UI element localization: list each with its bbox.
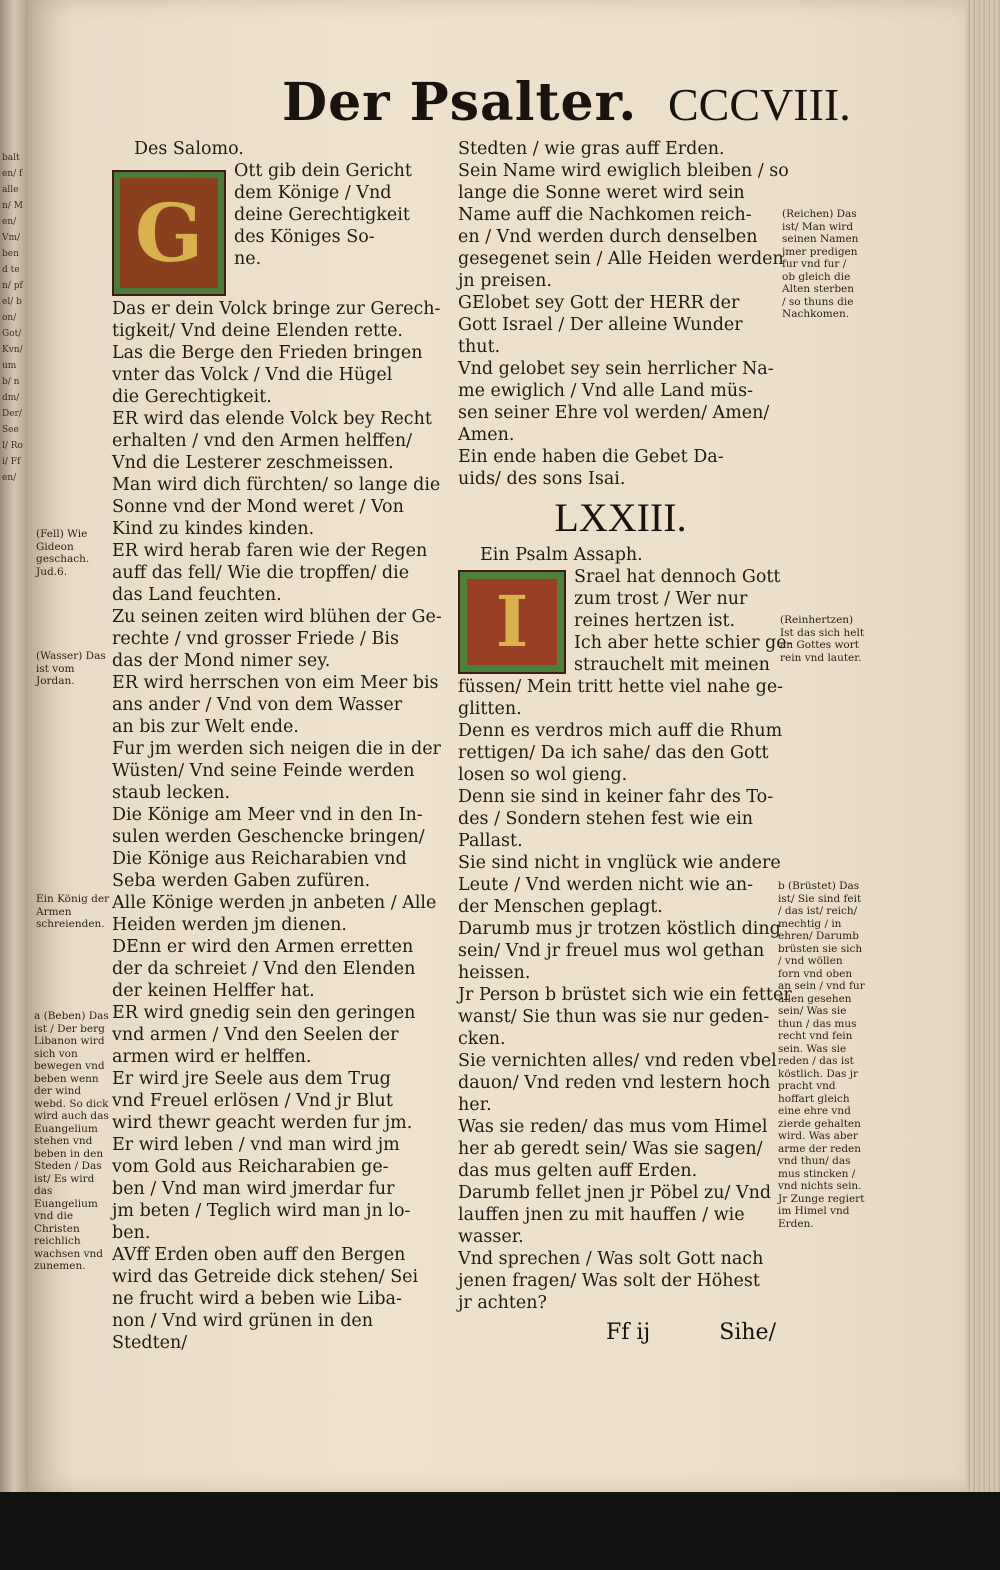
text-line: AVff Erden oben auff den Bergen [112, 1245, 406, 1265]
text-line: Ott gib dein Gericht [234, 161, 412, 181]
text-line: Sie sind nicht in vnglück wie andere [458, 853, 781, 873]
column-left [112, 138, 442, 1354]
text-line: Vnd die Lesterer zeschmeissen. [112, 453, 394, 473]
text-line: vnter das Volck / Vnd die Hügel [112, 365, 393, 385]
catchline [606, 1320, 776, 1345]
text-line: wird das Getreide dick stehen/ Sei [112, 1267, 419, 1287]
text-line: losen so wol gieng. [458, 765, 628, 785]
text-line: Name auff die Nachkomen reich- [458, 205, 752, 225]
text-line: jenen fragen/ Was solt der Höhest [458, 1271, 760, 1291]
text-line: vom Gold aus Reicharabien ge- [112, 1157, 389, 1177]
catchword: Sihe/ [719, 1320, 776, 1345]
text-line: Denn sie sind in keiner fahr des To- [458, 787, 774, 807]
text-line: dem Könige / Vnd [234, 183, 392, 203]
text-line: cken. [458, 1029, 506, 1049]
text-line: ER wird das elende Volck bey Recht [112, 409, 432, 429]
text-line: DEnn er wird den Armen erretten [112, 937, 414, 957]
psalm-number: LXXIII. [554, 495, 687, 540]
text-line: rettigen/ Da ich sahe/ das den Gott [458, 743, 769, 763]
text-line: me ewiglich / Vnd alle Land müs- [458, 381, 754, 401]
text-line: tigkeit/ Vnd deine Elenden rette. [112, 321, 403, 341]
text-line: uids/ des sons Isai. [458, 469, 626, 489]
page-stack-edges [966, 0, 1000, 1500]
text-line: das der Mond nimer sey. [112, 651, 331, 671]
text-line: en / Vnd werden durch denselben [458, 227, 758, 247]
text-line: wasser. [458, 1227, 524, 1247]
text-line: Amen. [458, 425, 515, 445]
text-line: her. [458, 1095, 492, 1115]
text-line: der da schreiet / Vnd den Elenden [112, 959, 416, 979]
text-line: ER wird gnedig sein den geringen [112, 1003, 416, 1023]
text-line: Fur jm werden sich neigen die in der [112, 739, 441, 759]
text-line: Seba werden Gaben zufüren. [112, 871, 371, 891]
text-line: Stedten/ [112, 1333, 188, 1353]
text-line: Er wird jre Seele aus dem Trug [112, 1069, 391, 1089]
text-line: Denn es verdros mich auff die Rhum [458, 721, 783, 741]
column-right [458, 138, 793, 1314]
text-line: Leute / Vnd werden nicht wie an- [458, 875, 754, 895]
text-line: ER wird herab faren wie der Regen [112, 541, 428, 561]
text-line: Heiden werden jm dienen. [112, 915, 347, 935]
text-line: Darumb fellet jnen jr Pöbel zu/ Vnd [458, 1183, 772, 1203]
text-line: rechte / vnd grosser Friede / Bis [112, 629, 399, 649]
facing-page-edge [0, 0, 28, 1500]
text-line: her ab geredt sein/ Was sie sagen/ [458, 1139, 763, 1159]
text-line: Darumb mus jr trotzen köstlich ding [458, 919, 781, 939]
text-line: Alle Könige werden jn anbeten / Alle [112, 893, 437, 913]
text-line: wanst/ Sie thun was sie nur geden- [458, 1007, 770, 1027]
text-line: Sonne vnd der Mond weret / Von [112, 497, 404, 517]
text-line: Srael hat dennoch Gott [574, 567, 781, 587]
text-line: ER wird herrschen von eim Meer bis [112, 673, 439, 693]
text-line: des / Sondern stehen fest wie ein [458, 809, 754, 829]
text-line: das mus gelten auff Erden. [458, 1161, 698, 1181]
psalm-title: Ein Psalm Assaph. [480, 545, 643, 565]
text-line: deine Gerechtigkeit [234, 205, 410, 225]
text-line: wird thewr geacht werden fur jm. [112, 1113, 413, 1133]
decorated-initial-i: I [458, 570, 566, 674]
text-line: füssen/ Mein tritt hette viel nahe ge- [458, 677, 784, 697]
text-line: Vnd sprechen / Was solt Gott nach [458, 1249, 764, 1269]
margin-note-bruestet: b (Brüstet) Das ist/ Sie sind feit / das ist/ reich/ mechtig / in ehren/ Darumb brüsten sie sich / vnd wöllen forn vnd oben an sein / vnd fur allen gesehen sein/ Was sie thun / das mus recht vnd fein sein. Was sie reden / das ist köstlich. Das jr pracht vnd hoffart gleich eine ehre vnd zierde gehalten wird. Was aber arme der reden vnd thun/ das mus stincken / vnd nichts sein. Jr Zunge regiert im Himel vnd Erden. [778, 880, 865, 1230]
text-line: lauffen jnen zu mit hauffen / wie [458, 1205, 745, 1225]
text-line: ans ander / Vnd von dem Wasser [112, 695, 403, 715]
text-line: der Menschen geplagt. [458, 897, 663, 917]
text-line: strauchelt mit meinen [574, 655, 770, 675]
text-line: Sein Name wird ewiglich bleiben / so [458, 161, 789, 181]
text-line: Stedten / wie gras auff Erden. [458, 139, 725, 159]
text-line: Kind zu kindes kinden. [112, 519, 315, 539]
text-line: das Land feuchten. [112, 585, 282, 605]
text-line: Was sie reden/ das mus vom Himel [458, 1117, 768, 1137]
text-line: reines hertzen ist. [574, 611, 736, 631]
text-line: sen seiner Ehre vol werden/ Amen/ [458, 403, 770, 423]
text-line: des Königes So- [234, 227, 375, 247]
text-line: die Gerechtigkeit. [112, 387, 272, 407]
text-line: Vnd gelobet sey sein herrlicher Na- [458, 359, 774, 379]
text-line: Las die Berge den Frieden bringen [112, 343, 423, 363]
text-line: jm beten / Teglich wird man jn lo- [112, 1201, 411, 1221]
text-line: Ich aber hette schier ge- [574, 633, 793, 653]
text-line: ben. [112, 1223, 151, 1243]
text-line: ne. [234, 249, 262, 269]
margin-note-reinhertzen: (Reinhertzen) Ist das sich helt an Gottes wort rein vnd lauter. [780, 614, 865, 664]
psalm-heading: Des Salomo. [134, 139, 244, 159]
margin-note-fell: (Fell) Wie Gideon geschach. Jud.6. [36, 528, 90, 578]
text-line: zum trost / Wer nur [574, 589, 748, 609]
text-line: thut. [458, 337, 501, 357]
text-line: Jr Person b brüstet sich wie ein fetter [458, 985, 792, 1005]
text-line: Zu seinen zeiten wird blühen der Ge- [112, 607, 442, 627]
text-line: Pallast. [458, 831, 523, 851]
text-line: auff das fell/ Wie die tropffen/ die [112, 563, 410, 583]
text-line: dauon/ Vnd reden vnd lestern hoch [458, 1073, 771, 1093]
text-line: der keinen Helffer hat. [112, 981, 315, 1001]
text-line: non / Vnd wird grünen in den [112, 1311, 374, 1331]
margin-note-beben: a (Beben) Das ist / Der berg Libanon wird sich von bewegen vnd beben wenn der wind webd. So dick wird auch das Euangelium stehen vnd beben in den Steden / Das ist/ Es wird das Euangelium vnd die Christen reichlich wachsen vnd zunemen. [34, 1010, 109, 1272]
text-line: erhalten / vnd den Armen helffen/ [112, 431, 412, 451]
text-line: gesegenet sein / Alle Heiden werden [458, 249, 784, 269]
facing-page-text: balten/ fallen/ Men/ Vm/ bend ten/ pfel/ bon/ Got/ Kvn/ umb/ ndm/ Der/ Seel/ Roi/ Ffen/ [2, 153, 23, 483]
text-line: jr achten? [458, 1293, 547, 1313]
signature-mark: Ff ij [606, 1320, 651, 1345]
margin-note-reichen: (Reichen) Das ist/ Man wird seinen Namen jmer predigen fur vnd fur / ob gleich die Alten sterben / so thuns die Nachkomen. [782, 208, 859, 320]
text-line: lange die Sonne weret wird sein [458, 183, 745, 203]
text-line: sulen werden Geschencke bringen/ [112, 827, 425, 847]
text-line: armen wird er helffen. [112, 1047, 312, 1067]
background-band [0, 1492, 1000, 1570]
text-line: Ein ende haben die Gebet Da- [458, 447, 724, 467]
text-line: Man wird dich fürchten/ so lange die [112, 475, 441, 495]
text-line: Gott Israel / Der alleine Wunder [458, 315, 743, 335]
folio-number: CCCVIII. [668, 79, 851, 130]
text-line: jn preisen. [458, 271, 552, 291]
decorated-initial-g: G [112, 170, 226, 296]
text-line: Sie vernichten alles/ vnd reden vbel [458, 1051, 777, 1071]
column-right-text-top [458, 138, 789, 490]
text-line: Das er dein Volck bringe zur Gerech- [112, 299, 441, 319]
text-line: staub lecken. [112, 783, 231, 803]
text-line: Er wird leben / vnd man wird jm [112, 1135, 400, 1155]
text-line: sein/ Vnd jr freuel mus wol gethan [458, 941, 765, 961]
text-line: GElobet sey Gott der HERR der [458, 293, 740, 313]
margin-note-wasser: (Wasser) Das ist vom Jordan. [36, 650, 106, 687]
column-right-text [458, 676, 792, 1314]
text-line: vnd Freuel erlösen / Vnd jr Blut [112, 1091, 393, 1111]
text-line: Wüsten/ Vnd seine Feinde werden [112, 761, 415, 781]
margin-note-koenig: Ein König der Armen schreienden. [36, 893, 110, 930]
text-line: ben / Vnd man wird jmerdar fur [112, 1179, 395, 1199]
text-line: Die Könige am Meer vnd in den In- [112, 805, 423, 825]
text-line: heissen. [458, 963, 531, 983]
page-title: Der Psalter. [282, 72, 638, 133]
column-left-text [112, 298, 442, 1354]
text-line: vnd armen / Vnd den Seelen der [112, 1025, 399, 1045]
text-line: ne frucht wird a beben wie Liba- [112, 1289, 402, 1309]
text-line: glitten. [458, 699, 522, 719]
text-line: an bis zur Welt ende. [112, 717, 299, 737]
text-line: Die Könige aus Reicharabien vnd [112, 849, 407, 869]
